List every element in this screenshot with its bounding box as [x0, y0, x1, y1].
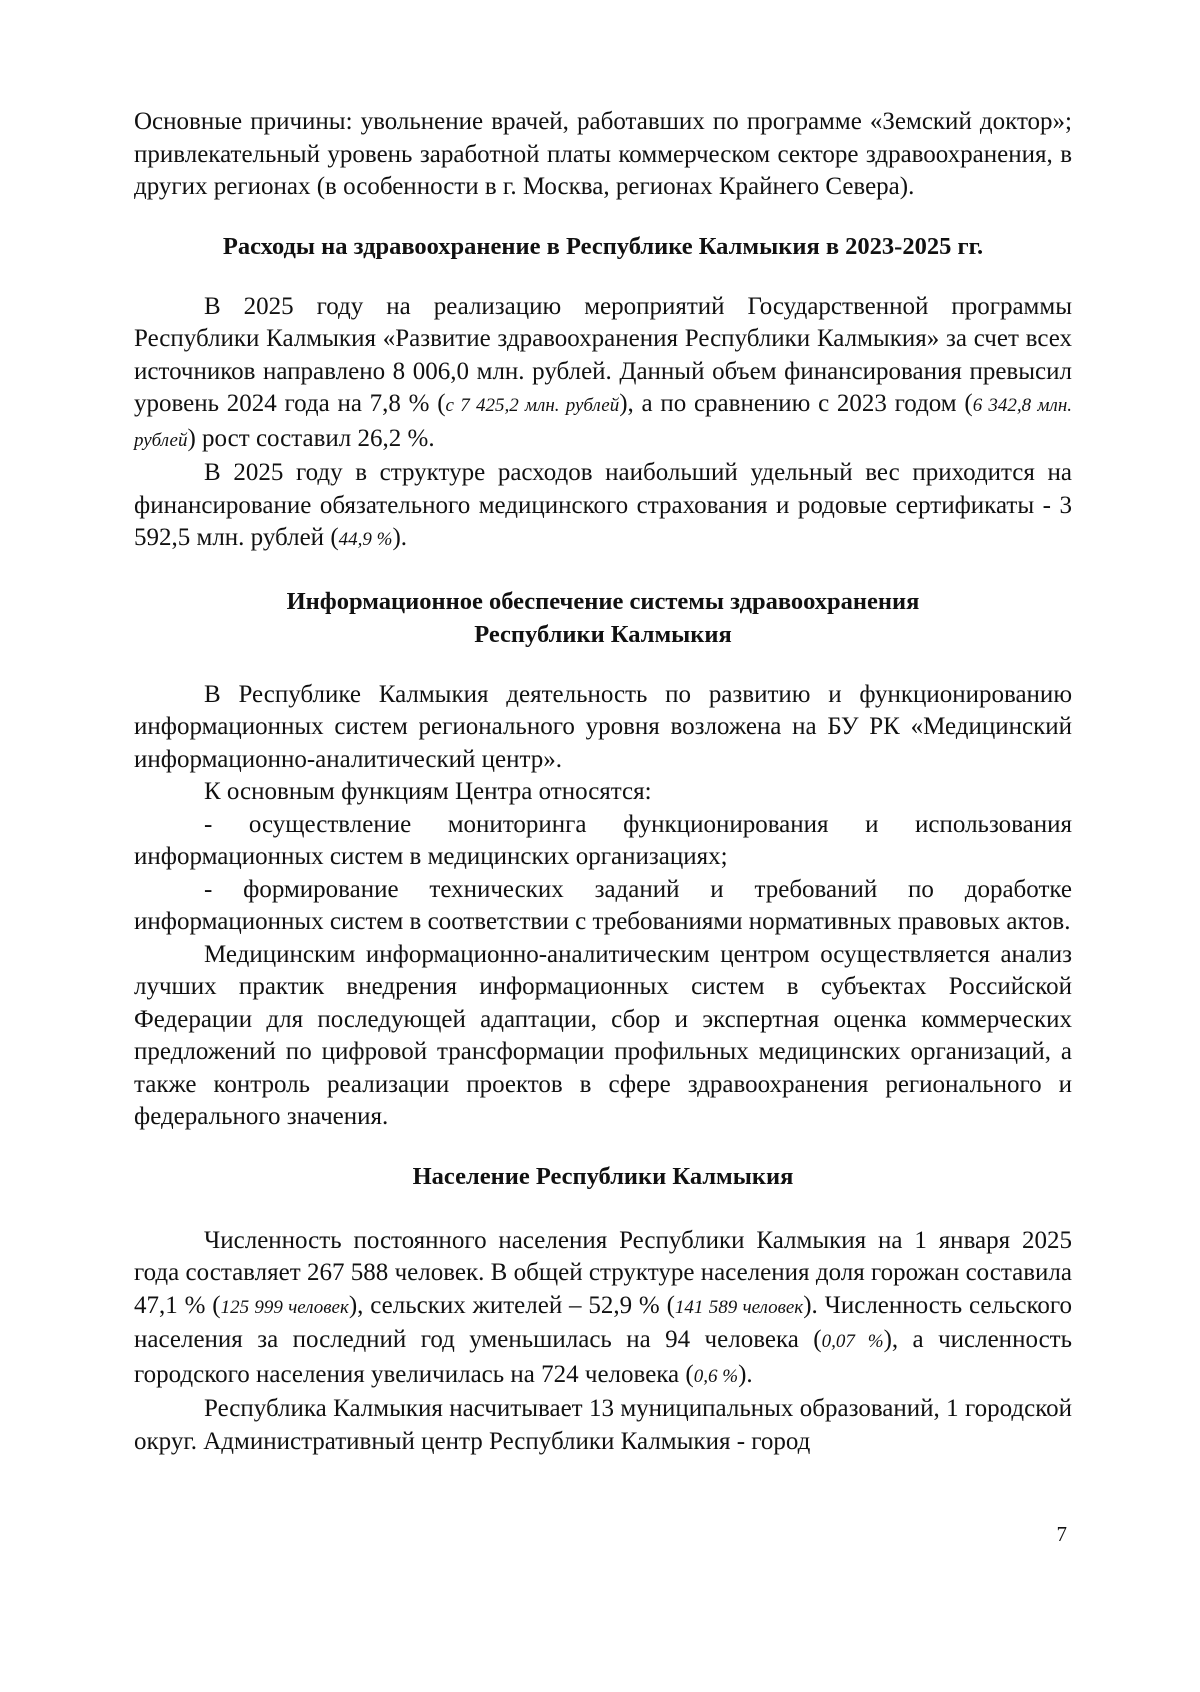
info-list-item-2: - формирование технических заданий и требований по доработке информационных систем в соответствии с требованиями нормативных правовых актов. [134, 875, 1072, 935]
intro-paragraph: Основные причины: увольнение врачей, работавших по программе «Земский доктор»; привлекательный уровень заработной платы коммерческом секторе здравоохранения, в других регионах (в особенности в г. Москва, регионах Крайнего Севера). [134, 108, 1072, 200]
text-run: ), а численность городского населения увеличилась на 724 человека ( [134, 1326, 1072, 1388]
italic-count: 141 589 человек [674, 1296, 804, 1318]
text-run: ). [738, 1360, 753, 1388]
italic-amount: 6 342,8 млн. рублей [134, 395, 1072, 451]
info-paragraph-3: Медицинским информационно-аналитическим центром осуществляется анализ лучших практик внедрения информационных систем в субъектах Российской Федерации для последующей адаптации, сбор и экспертная оценка коммерческих предложений по цифровой трансформации профильных медицинских организаций, а также контроль реализации проектов в сфере здравоохранения регионального и федерального значения. [134, 940, 1072, 1130]
heading-line-2: Республики Калмыкия [474, 620, 732, 648]
info-paragraph-2: К основным функциям Центра относятся: [204, 778, 652, 805]
section-heading-expenses: Расходы на здравоохранение в Республике Калмыкия в 2023-2025 гг. [222, 232, 984, 260]
italic-percent: 0,07 % [821, 1331, 884, 1352]
section-heading-population: Население Республики Калмыкия [412, 1162, 794, 1190]
expenses-paragraph-1 [134, 291, 1072, 458]
italic-count: 125 999 человек [220, 1296, 349, 1318]
info-list-item-1: - осуществление мониторинга функционирования и использования информационных систем в медицинских организациях; [134, 810, 1072, 870]
text-run: В 2025 году на реализацию мероприятий Государственной программы Республики Калмыкия «Развитие здравоохранения Республики Калмыкия» за счет всех источников направлено 8 006,0 млн. рублей. Данный объем финансирования превысил уровень 2024 года на 7,8 % ( [134, 292, 1072, 417]
text-run: ), а по сравнению с 2023 годом ( [619, 390, 973, 417]
text-run: ), сельских жителей – 52,9 % ( [348, 1291, 675, 1319]
text-run: ) рост составил 26,2 %. [187, 424, 435, 452]
italic-percent: 0,6 % [693, 1365, 739, 1387]
italic-percent: 44,9 % [338, 529, 393, 550]
italic-amount: с 7 425,2 млн. рублей [445, 395, 620, 416]
section-heading-info [134, 585, 1072, 651]
text-run: ). [392, 524, 408, 551]
page-number: 7 [1056, 1522, 1067, 1546]
expenses-paragraph-2 [134, 457, 1072, 557]
info-paragraph-1: В Республике Калмыкия деятельность по развитию и функционированию информационных систем регионального уровня возложена на БУ РК «Медицинский информационно-аналитический центр». [134, 680, 1072, 773]
heading-line-1: Информационное обеспечение системы здравоохранения [286, 587, 920, 615]
population-paragraph-1 [134, 1225, 1072, 1394]
text-run: ). Численность сельского населения за последний год уменьшилась на 94 человека ( [134, 1291, 1073, 1353]
text-run: Численность постоянного населения Республики Калмыкия на 1 января 2025 года составляет 267 588 человек. В общей структуре населения доля горожан составила 47,1 % ( [134, 1226, 1072, 1319]
population-paragraph-2: Республика Калмыкия насчитывает 13 муниципальных образований, 1 городской округ. Административный центр Республики Калмыкия - город [134, 1395, 1072, 1455]
text-run: В 2025 году в структуре расходов наибольший удельный вес приходится на финансирование обязательного медицинского страхования и родовые сертификаты - 3 592,5 млн. рублей ( [134, 459, 1072, 551]
